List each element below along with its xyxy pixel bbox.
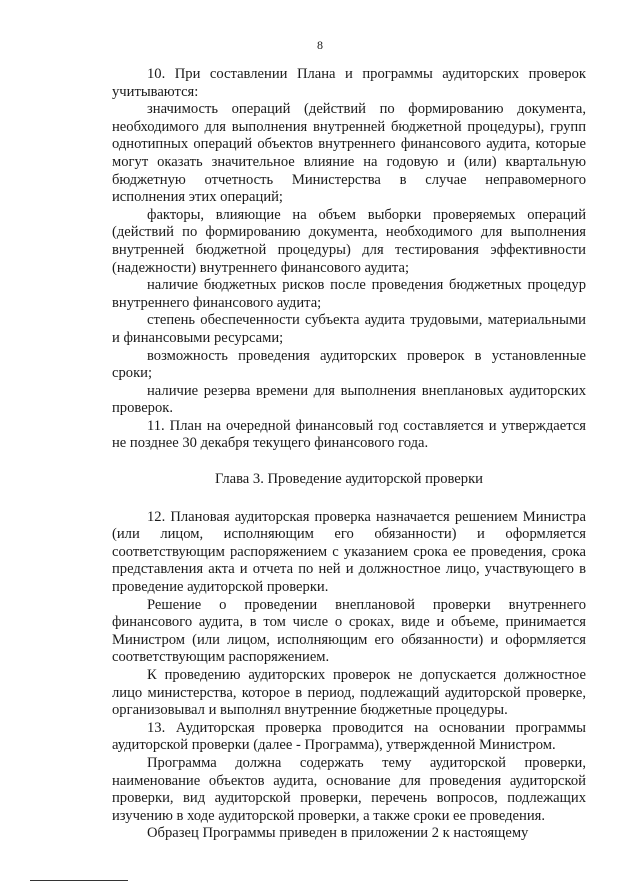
- paragraph-11: 11. План на очередной финансовый год составляется и утверждается не позднее 30 декабря текущего финансового года.: [112, 417, 586, 452]
- chapter-heading: Глава 3. Проведение аудиторской проверки: [215, 471, 483, 488]
- document-body: [112, 66, 586, 843]
- paragraph-admission: К проведению аудиторских проверок не допускается должностное лицо министерства, которое в период, подлежащий аудиторской проверке, организовывал и выполнял внутренние бюджетные процедуры.: [112, 667, 586, 719]
- paragraph-program-sample: Образец Программы приведен в приложении 2 к настоящему: [147, 825, 529, 842]
- paragraph-program-content: Программа должна содержать тему аудиторской проверки, наименование объектов аудита, основание для проведения аудиторской проверки, вид аудиторской проверки, перечень вопросов, подлежащих изучению в ходе аудиторской проверки, а также сроки ее проведения.: [112, 754, 586, 824]
- paragraph-10-intro: 10. При составлении Плана и программы аудиторских проверок учитываются:: [112, 66, 586, 100]
- list-item-deadlines: возможность проведения аудиторских проверок в установленные сроки;: [112, 347, 586, 382]
- list-item-resources: степень обеспеченности субъекта аудита трудовыми, материальными и финансовыми ресурсами;: [112, 312, 586, 346]
- paragraph-12: 12. Плановая аудиторская проверка назначается решением Министра (или лицом, исполняющим его обязанности) и оформляется соответствующим распоряжением с указанием срока ее проведения, срока представления акта и отчета по ней и должностное лицо, участвующего в проведение аудиторской проверки.: [112, 508, 586, 596]
- list-item-time-reserve: наличие резерва времени для выполнения внеплановых аудиторских проверок.: [112, 382, 586, 417]
- paragraph-unplanned-audit: Решение о проведении внеплановой проверки внутреннего финансового аудита, в том числе о сроках, виде и объеме, принимается Министром (или лицом, исполняющим его обязанности) и оформляется соответствующим распоряжением.: [112, 596, 586, 666]
- footer-divider: [30, 880, 128, 881]
- page-number: 8: [317, 38, 323, 52]
- list-item-sample-factors: факторы, влияющие на объем выборки проверяемых операций (действий по формированию документа, необходимого для выполнения внутренней бюджетной процедуры) для тестирования эффективности (надежности) внутреннего финансового аудита;: [112, 206, 586, 276]
- list-item-budget-risks: наличие бюджетных рисков после проведения бюджетных процедур внутреннего финансового аудита;: [112, 277, 586, 311]
- list-item-significance: значимость операций (действий по формированию документа, необходимого для выполнения внутренней бюджетной процедуры), групп однотипных операций объектов внутреннего финансового аудита, которые могут оказать значительное влияние на годовую и (или) квартальную бюджетную отчетность Министерства в случае неправомерного исполнения этих операций;: [112, 101, 586, 206]
- paragraph-13: 13. Аудиторская проверка проводится на основании программы аудиторской проверки (далее - Программа), утвержденной Министром.: [112, 719, 586, 754]
